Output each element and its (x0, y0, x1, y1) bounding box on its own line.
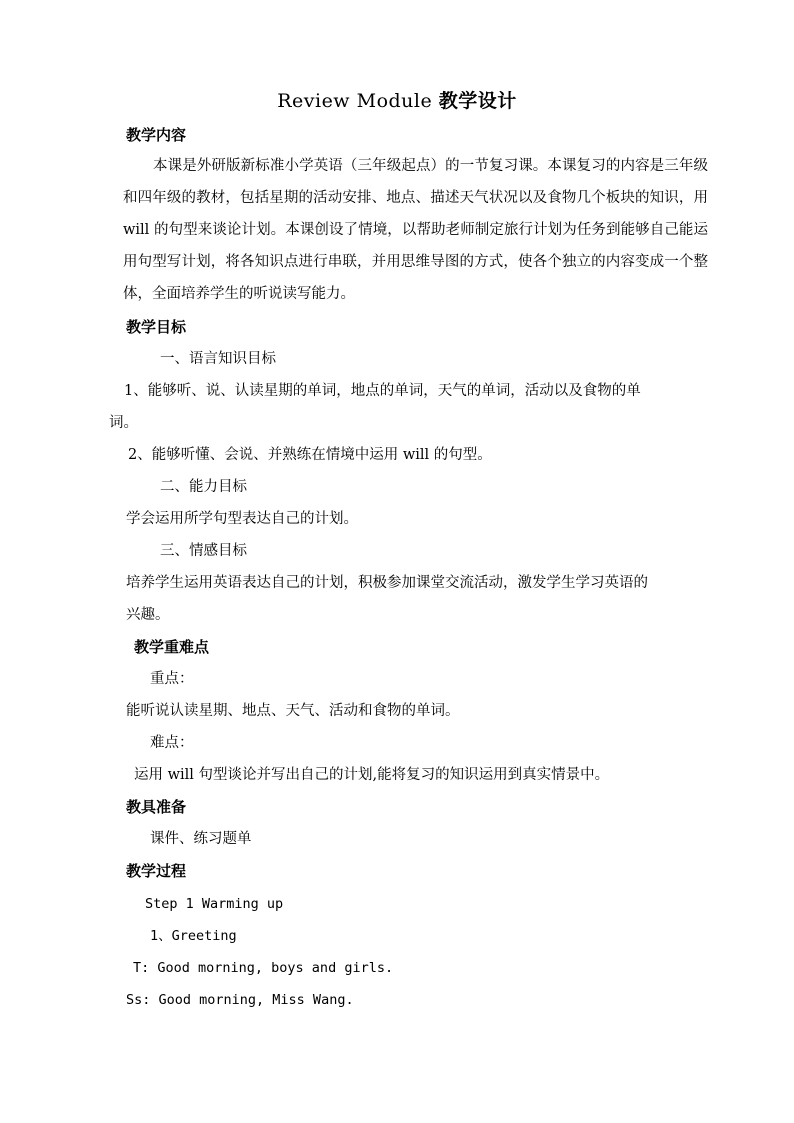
title-chinese: 教学设计 (438, 90, 517, 112)
goal-language-item-1-line-2: 词。 (109, 415, 138, 431)
difficulty-text: 运用 will 句型谈论并写出自己的计划,能将复习的知识运用到真实情景中。 (134, 767, 610, 783)
goal-ability-text: 学会运用所学句型表达自己的计划。 (126, 511, 358, 527)
dialog-students-line: Ss: Good morning, Miss Wang. (126, 992, 354, 1008)
teaching-aids-text: 课件、练习题单 (150, 831, 252, 847)
goal-language-title: 一、语言知识目标 (160, 351, 276, 367)
heading-key-points: 教学重难点 (134, 638, 210, 656)
goal-language-item-2: 2、能够听懂、会说、并熟练在情境中运用 will 的句型。 (128, 447, 492, 463)
heading-teaching-aids: 教具准备 (126, 798, 187, 816)
goal-emotion-line-2: 兴趣。 (126, 607, 170, 623)
key-point-text: 能听说认读星期、地点、天气、活动和食物的单词。 (126, 703, 460, 719)
heading-teaching-content: 教学内容 (126, 126, 187, 144)
key-point-label: 重点： (150, 671, 194, 687)
heading-teaching-process: 教学过程 (126, 862, 187, 880)
goal-ability-title: 二、能力目标 (160, 479, 247, 495)
page-title (0, 91, 794, 111)
paragraph-teaching-content: 本课是外研版新标准小学英语（三年级起点）的一节复习课。本课复习的内容是三年级和四年级的教材，包括星期的活动安排、地点、描述天气状况以及食物几个板块的知识，用 will 的句型来谈论计划。本课创设了情境，以帮助老师制定旅行计划为任务到能够自己能运用句型写计划，将各知识点进行串联，并用思维导图的方式，使各个独立的内容变成一个整体，全面培养学生的听说读写能力。 (123, 158, 708, 302)
step-1-title: Step 1 Warming up (145, 896, 284, 912)
goal-language-item-1-line-1: 1、能够听、说、认读星期的单词，地点的单词，天气的单词，活动以及食物的单 (124, 383, 641, 399)
dialog-teacher-line: T: Good morning, boys and girls. (133, 960, 394, 976)
goal-emotion-title: 三、情感目标 (160, 543, 247, 559)
heading-teaching-goals: 教学目标 (126, 318, 187, 336)
title-english: Review Module (277, 90, 439, 112)
difficulty-label: 难点： (150, 735, 194, 751)
step-1-greeting: 1、Greeting (150, 928, 237, 944)
goal-emotion-line-1: 培养学生运用英语表达自己的计划，积极参加课堂交流活动，激发学生学习英语的 (126, 575, 648, 591)
